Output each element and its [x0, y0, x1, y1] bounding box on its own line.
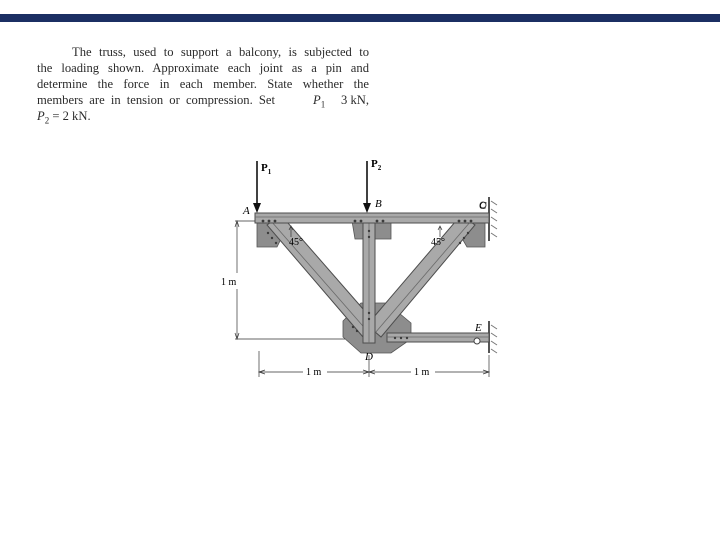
header-accent-bar [0, 14, 720, 22]
label-joint-c: C [479, 200, 487, 212]
wall-support-e [489, 321, 497, 353]
p2-value: = 2 kN. [49, 109, 91, 123]
problem-line-3: determine the force in each member. State whether the [37, 77, 369, 91]
label-angle-left: 45° [289, 237, 303, 248]
p1-value: 3 kN, [341, 93, 369, 107]
label-angle-right: 45° [431, 237, 445, 248]
label-joint-a: A [243, 205, 250, 217]
label-p2: $P_2$ [371, 158, 382, 172]
label-p1: $P_1$ [261, 162, 272, 176]
label-joint-e: E [475, 322, 482, 334]
problem-line-5 [37, 108, 369, 124]
label-dim-left: 1 m [306, 367, 322, 378]
label-joint-b: B [375, 198, 382, 210]
problem-line-2: the loading shown. Approximate each joint as a pin and [37, 61, 369, 75]
label-dim-height: 1 m [221, 277, 237, 288]
problem-line-4-text: members are in tension or compression. Set [37, 93, 275, 107]
label-dim-right: 1 m [414, 367, 430, 378]
dimension-width [259, 351, 489, 377]
truss-figure [215, 155, 505, 380]
problem-line-4 [37, 92, 369, 108]
member-abc [255, 213, 489, 223]
label-joint-d: D [365, 351, 373, 363]
p2-symbol: P [37, 109, 45, 123]
problem-line-4-load [313, 92, 369, 108]
load-arrow-p1 [253, 161, 261, 213]
problem-line-1: The truss, used to support a balcony, is subjected to [72, 45, 369, 59]
p1-subscript: 1 [320, 99, 326, 110]
problem-statement [37, 44, 369, 124]
p1-symbol: P [313, 93, 321, 107]
wall-support-c [489, 197, 497, 241]
load-arrow-p2 [363, 161, 371, 213]
pin-e [474, 338, 480, 344]
p2-subscript: 2 [44, 115, 50, 126]
